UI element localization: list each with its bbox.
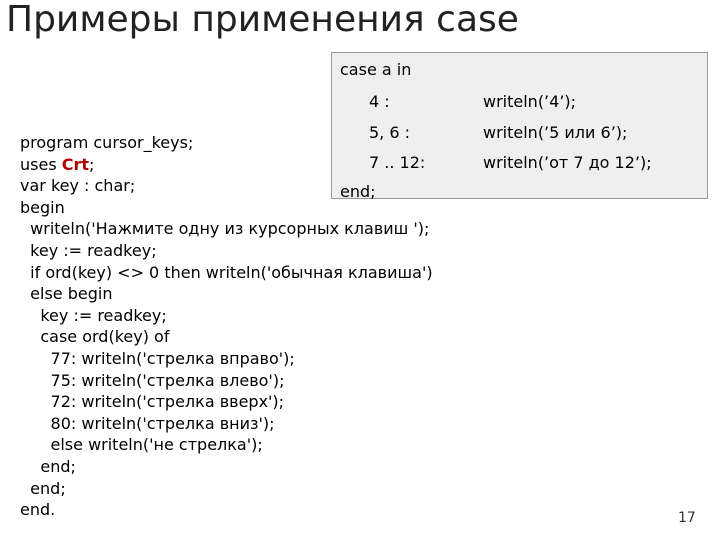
code-line: key := readkey; bbox=[20, 305, 167, 325]
code-line: 77: writeln('стрелка вправо'); bbox=[20, 348, 295, 368]
slide-title: Примеры применения case bbox=[6, 0, 519, 40]
code-line: end. bbox=[20, 500, 56, 520]
case-row-label: 5, 6 : bbox=[369, 123, 411, 142]
code-line bbox=[20, 155, 94, 174]
case-header: case a in bbox=[340, 60, 412, 79]
case-row-label: 4 : bbox=[369, 92, 390, 111]
code-line: writeln('Нажмите одну из курсорных клавиш '); bbox=[20, 219, 430, 239]
code-line: case ord(key) of bbox=[20, 327, 170, 347]
case-row-label: 7 .. 12: bbox=[369, 153, 426, 172]
uses-terminator: ; bbox=[89, 154, 95, 174]
code-listing bbox=[20, 132, 433, 521]
case-footer: end; bbox=[340, 182, 376, 201]
code-line: 75: writeln('стрелка влево'); bbox=[20, 370, 285, 390]
page-number: 17 bbox=[678, 510, 696, 526]
code-line: var key : char; bbox=[20, 176, 136, 196]
crt-unit-name: Crt bbox=[61, 154, 90, 174]
code-line: end; bbox=[20, 456, 76, 476]
uses-keyword: uses bbox=[20, 154, 62, 174]
case-row-action: writeln(’4’); bbox=[483, 92, 577, 111]
code-line: program cursor_keys; bbox=[20, 133, 194, 152]
code-line: else writeln('не стрелка'); bbox=[20, 435, 263, 455]
code-line: key := readkey; bbox=[20, 240, 157, 260]
code-line: begin bbox=[20, 197, 65, 217]
code-line: end; bbox=[20, 478, 66, 498]
code-line: if ord(key) <> 0 then writeln('обычная клавиша') bbox=[20, 262, 433, 282]
code-line: else begin bbox=[20, 284, 113, 304]
case-row-action: writeln(’5 или 6’); bbox=[483, 123, 628, 142]
code-line: 80: writeln('стрелка вниз'); bbox=[20, 413, 275, 433]
code-line: 72: writeln('стрелка вверх'); bbox=[20, 392, 285, 412]
case-row-action: writeln(’от 7 до 12’); bbox=[483, 153, 652, 172]
